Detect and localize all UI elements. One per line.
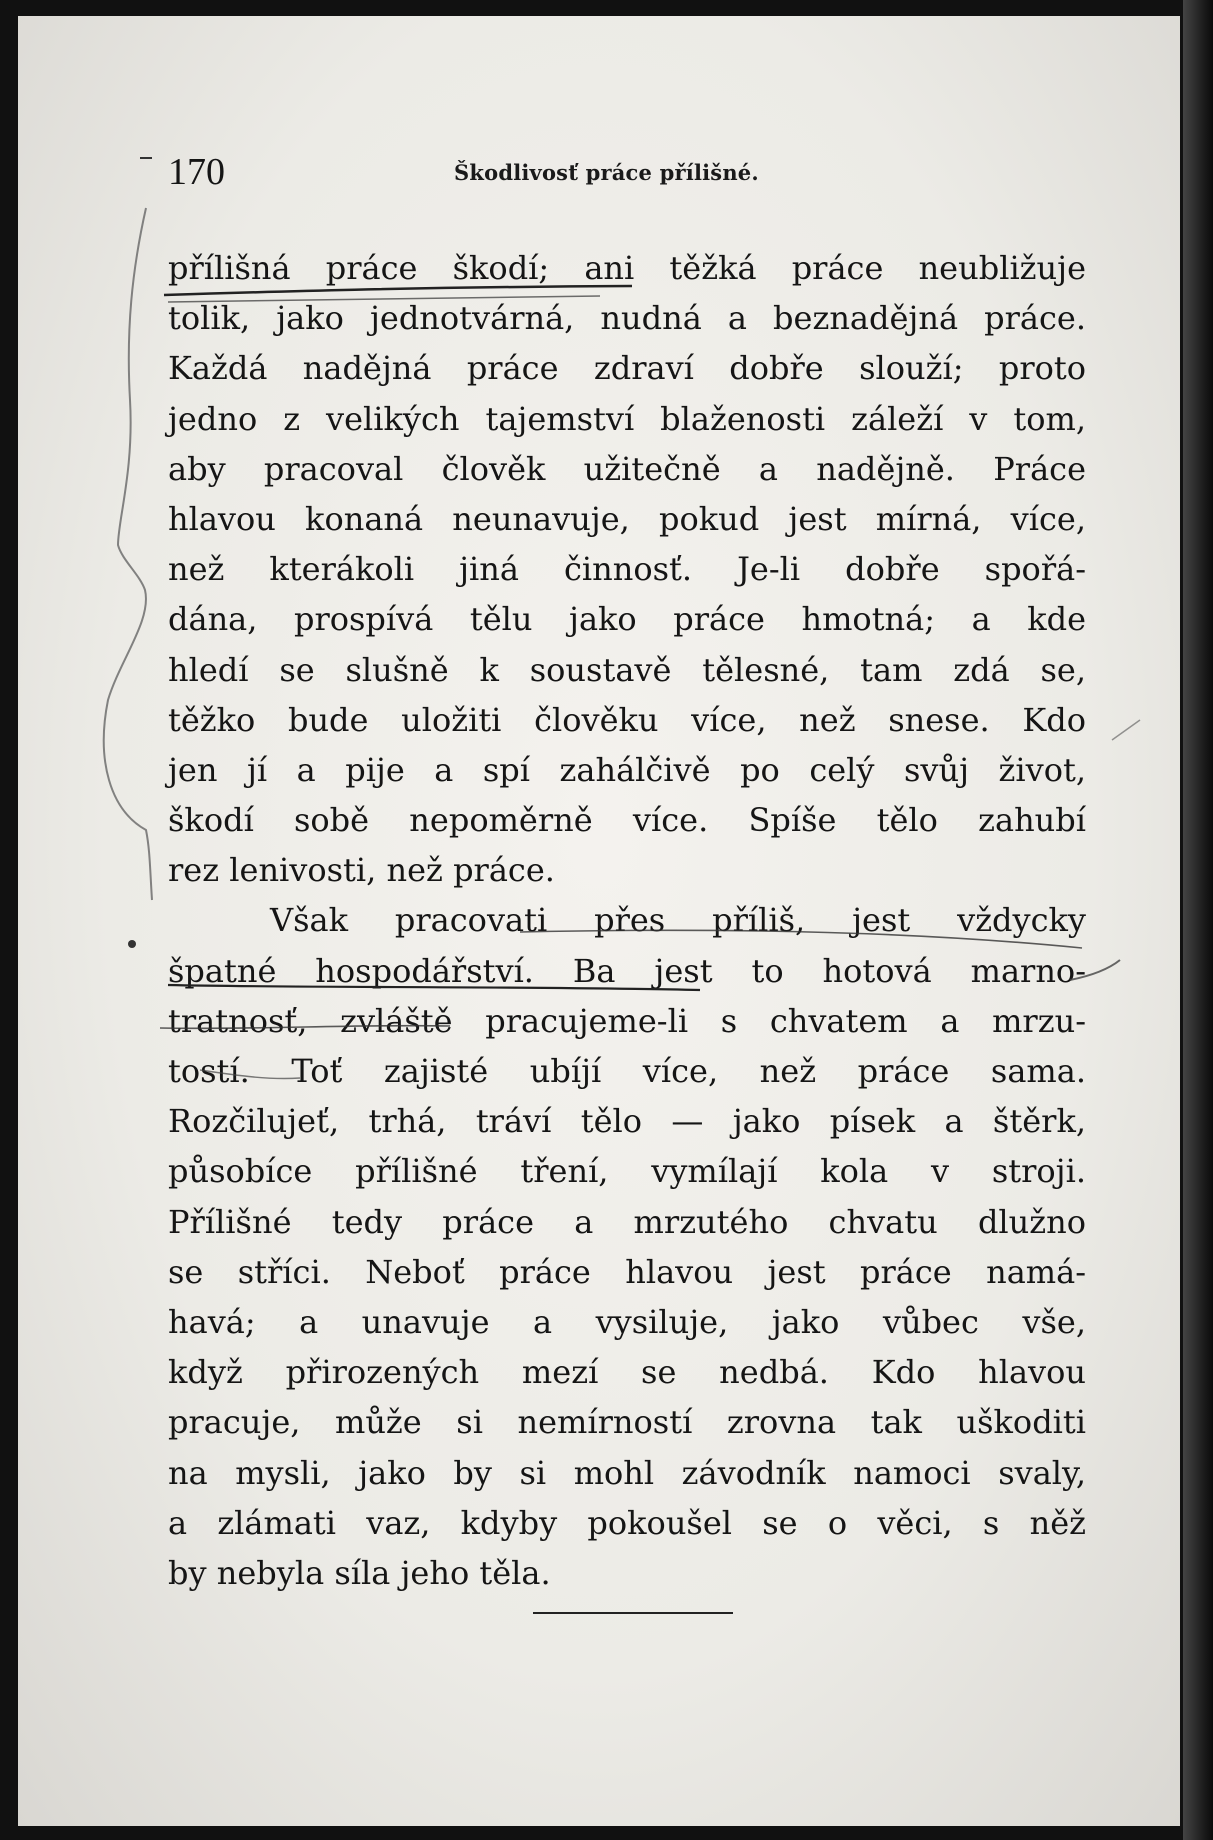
text-line: tostí. Toť zajisté ubíjí více, než práce sama. — [168, 1052, 1086, 1090]
text-line: hledí se slušně k soustavě tělesné, tam zdá se, — [168, 650, 1086, 689]
scan-edge — [1183, 0, 1213, 1840]
text-line: Rozčilujeť, trhá, tráví tělo — jako písek a štěrk, — [168, 1102, 1086, 1141]
strike-mark-line-16 — [168, 985, 700, 990]
right-margin-mark — [1070, 960, 1120, 980]
text-line: jen jí a pije a spí zahálčivě po celý svůj život, — [168, 750, 1086, 789]
text-line: Každá nadějná práce zdraví dobře slouží; proto — [168, 349, 1086, 388]
strike-mark-line-2b — [168, 296, 600, 302]
strike-mark-line-15 — [520, 930, 1082, 948]
text-line: Však pracovati přes příliš, jest vždycky — [270, 901, 1086, 940]
text-line: aby pracoval člověk užitečně a nadějně. Práce — [168, 449, 1086, 488]
text-line: na mysli, jako by si mohl závodník namoci svaly, — [168, 1453, 1086, 1492]
text-line: tratnosť, zvláště pracujeme-li s chvatem a mrzu- — [168, 1001, 1086, 1040]
text-line: než kterákoli jiná činnosť. Je-li dobře spořá- — [168, 550, 1086, 589]
text-line: když přirozených mezí se nedbá. Kdo hlavou — [168, 1353, 1086, 1392]
strike-mark-line-17b — [200, 1070, 300, 1079]
margin-dot — [128, 940, 136, 948]
page-number: 170 — [168, 151, 225, 193]
text-line: Přílišné tedy práce a mrzutého chvatu dlužno — [168, 1202, 1086, 1241]
text-line: přílišná práce škodí; ani těžká práce neubližuje — [168, 249, 1086, 287]
text-line: dána, prospívá tělu jako práce hmotná; a kde — [168, 600, 1086, 639]
text-line: škodí sobě nepoměrně více. Spíše tělo zahubí — [168, 801, 1086, 840]
running-head: Škodlivosť práce přílišné. — [454, 160, 759, 185]
text-line: tolik, jako jednotvárná, nudná a beznadějná práce. — [168, 299, 1086, 338]
right-margin-mark-2 — [1112, 720, 1140, 740]
text-line: hlavou konaná neunavuje, pokud jest mírná, více, — [168, 499, 1086, 538]
text-line: působíce přílišné tření, vymílají kola v stroji. — [168, 1152, 1086, 1191]
text-line: havá; a unavuje a vysiluje, jako vůbec vše, — [168, 1302, 1086, 1341]
text-line: jedno z velikých tajemství blaženosti záleží v tom, — [168, 399, 1086, 438]
text-line: těžko bude uložiti člověku více, než snese. Kdo — [168, 700, 1086, 739]
text-line: špatné hospodářství. Ba jest to hotová marno- — [168, 951, 1086, 990]
text-line: rez lenivosti, než práce. — [168, 851, 555, 890]
text-line: pracuje, může si nemírností zrovna tak uškoditi — [168, 1403, 1086, 1442]
strike-mark-line-2 — [164, 286, 632, 295]
text-line: by nebyla síla jeho těla. — [168, 1553, 551, 1592]
margin-bracket-mark — [104, 208, 152, 900]
strike-mark-line-17 — [160, 1026, 450, 1029]
text-line: se stříci. Neboť práce hlavou jest práce namá- — [168, 1252, 1086, 1291]
text-line: a zlámati vaz, kdyby pokoušel se o věci, s něž — [168, 1503, 1086, 1542]
